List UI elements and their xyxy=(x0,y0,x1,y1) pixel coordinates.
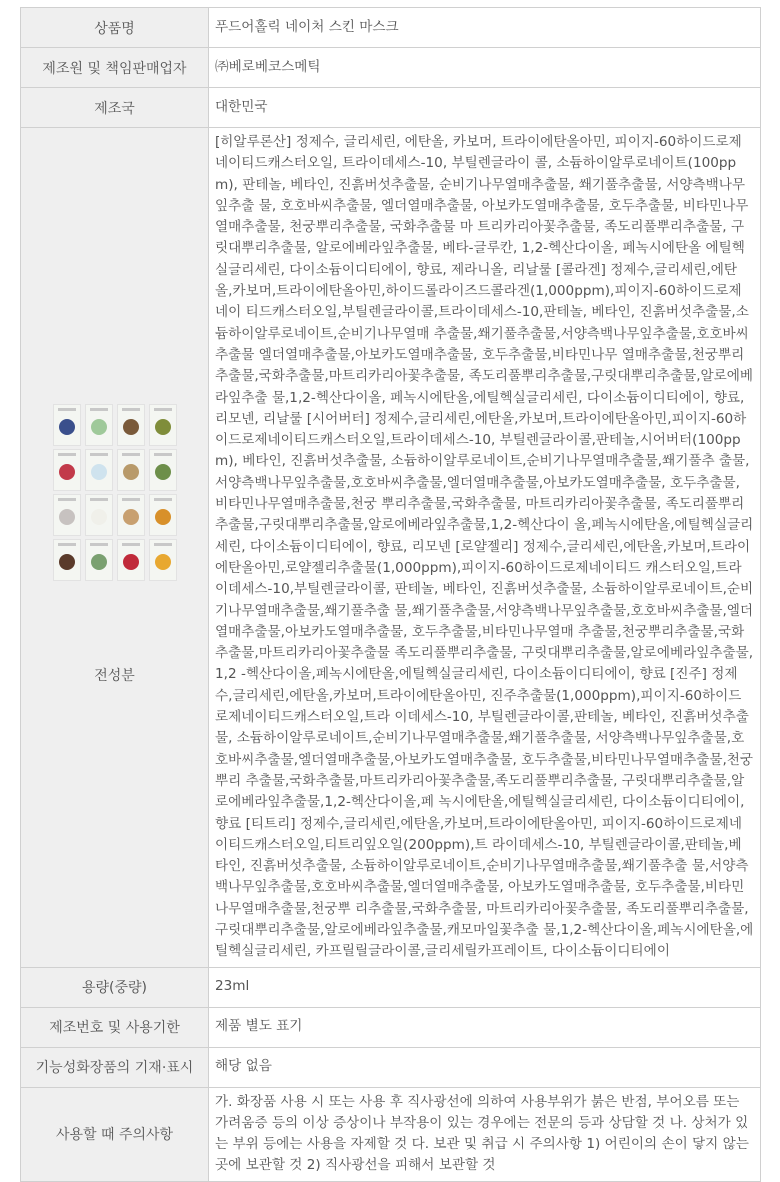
product-info-table xyxy=(20,7,761,1182)
ingredient-photo xyxy=(59,509,75,525)
mask-pack-thumb xyxy=(149,404,177,446)
manufacturer-value: ㈜베로베코스메틱 xyxy=(209,48,761,88)
product-name-value: 푸드어홀릭 네이처 스킨 마스크 xyxy=(209,8,761,48)
ingredients-label: 전성분 xyxy=(94,667,135,684)
row-country xyxy=(21,88,761,128)
mask-pack-thumb xyxy=(53,449,81,491)
lot-expiry-label: 제조번호 및 사용기한 xyxy=(21,1007,209,1047)
mask-pack-thumb xyxy=(117,449,145,491)
manufacturer-label: 제조원 및 책임판매업자 xyxy=(21,48,209,88)
product-thumbnail-image xyxy=(53,404,177,581)
ingredient-photo xyxy=(155,419,171,435)
country-value: 대한민국 xyxy=(209,88,761,128)
ingredients-value: [히알루론산] 정제수, 글리세린, 에탄올, 카보머, 트라이에탄올아민, 피이지-60하이드로제네이티드캐스터오일, 트라이데세스-10, 부틸렌글라이 콜, 소듐하이알루로네이트(100ppm), 판테놀, 베타인, 진흙버섯추출물, 순비기나무열매추출물, 쐐기풀추출물, 서양측백나무잎추출 물, 호호바씨추출물, 엘더열매추출물, 아보카도열매추출물, 호두추출물, 비타민나무열매추출물, 천궁뿌리추출물, 국화추출물 마 트리카리아꽃추출물, 족도리풀뿌리추출물, 구릿대뿌리추출물, 알로에베라잎추출물, 베타-글루칸, 1,2-헥산다이올, 페녹시에탄올 에틸헥실글리세린, 다이소듐이디티에이, 향료, 제라니올, 리날룰 [콜라겐] 정제수,글리세린,에탄올,카보머,트라이에탄올아민,하이드롤라이즈드콜라겐(1,000ppm),피이지-60하이드로제네이 티드캐스터오일,부틸렌글라이콜,트라이데세스-10,판테놀, 베타인, 진흙버섯추출물,소듐하이알루로네이트,순비기나무열매 추출물,쐐기풀추출물,서양측백나무잎추출물,호호바씨추출물 엘더열매추출물,아보카도열매추출물, 호두추출물,비타민나무 열매추출물,천궁뿌리추출물,국화추출물,마트리카리아꽃추출물, 족도리풀뿌리추출물,구릿대뿌리추출물,알로에베라잎추출 물,1,2-헥산다이올, 페녹시에탄올,에틸헥실글리세린, 다이소듐이디티에이, 향료, 리모넨, 리날룰 [시어버터] 정제수,글리세린,에탄올,카보머,트라이에탄올아민,피이지-60하이드로제네이티드캐스터오일,트라이데세스-10, 부틸렌글라이콜,판테놀,시어버터(100ppm), 베타인, 진흙버섯추출물, 소듐하이알루로네이트,순비기나무열매추출물,쐐기풀추 출물,서양측백나무잎추출물,호호바씨추출물,엘더열매추출물,아보카도열매추출물, 호두추출물, 비타민나무열매추출물,천궁 뿌리추출물,국화추출물, 마트리카리아꽃추출물, 족도리풀뿌리추출물,구릿대뿌리추출물,알로에베라잎추출물,1,2-헥산다이 올,페녹시에탄올,에틸헥실글리세린, 다이소듐이디티에이, 향료, 리모넨 [로얄젤리] 정제수,글리세린,에탄올,카보머,트라이에탄올아민,로얄젤리추출물(1,000ppm),피이지-60하이드로제네이티드 캐스터오일,트라이데세스-10,부틸렌글라이콜, 판테놀, 베타인, 진흙버섯추출물, 소듐하이알루로네이트,순비기나무열매추출물,쐐기풀추출 물,쐐기풀추출물,서양측백나무잎추출물,호호바씨추출물,엘더열매추출물,아보카도열매추출물, 호두추출물,비타민나무열매 추출물,천궁뿌리추출물,국화추출물,마트리카리아꽃추출물 족도리풀뿌리추출물, 구릿대뿌리추출물,알로에베라잎추출물,1,2 -헥산다이올,페녹시에탄올,에틸헥실글리세린, 다이소듐이디티에이, 향료 [진주] 정제수,글리세린,에탄올,카보머,트라이에탄올아민, 진주추출물(1,000ppm),피이지-60하이드로제네이티드캐스터오일,트라 이데세스-10, 부틸렌글라이콜,판테놀, 베타인, 진흙버섯추출물, 소듐하이알루로네이트,순비기나무열매추출물,쐐기풀추출물, 서양측백나무잎추출물,호호바씨추출물,엘더열매추출물,아보카도열매추출물, 호두추출물,비타민나무열매추출물,천궁뿌리 추출물,국화추출물,마트리카리아꽃추출물,족도리풀뿌리추출물, 구릿대뿌리추출물,알로에베라잎추출물,1,2-헥산다이올,페 녹시에탄올,에틸헥실글리세린, 다이소듐이디티에이, 향료 [티트리] 정제수,글리세린,에탄올,카보머,트라이에탄올아민, 피이지-60하이드로제네이티드캐스터오일,티트리잎오일(200ppm),트 라이데세스-10, 부틸렌글라이콜,판테놀,베타인, 진흙버섯추출물, 소듐하이알루로네이트,순비기나무열매추출물,쐐기풀추출 물,서양측백나무잎추출물,호호바씨추출물,엘더열매추출물, 아보카도열매추출물, 호두추출물,비타민나무열매추출물,천궁뿌 리추출물,국화추출물, 마트리카리아꽃추출물, 족도리풀뿌리추출물,구릿대뿌리추출물,알로에베라잎추출물,캐모마일꽃추출 물,1,2-헥산다이올,페녹시에탄올,에틸헥실글리세린, 카프릴릴글라이콜,글리세릴카프레이트, 다이소듐이디티에이 xyxy=(209,128,761,968)
volume-label: 용량(중량) xyxy=(21,967,209,1007)
row-volume xyxy=(21,967,761,1007)
ingredient-photo xyxy=(123,419,139,435)
mask-pack-thumb xyxy=(117,494,145,536)
lot-expiry-value: 제품 별도 표기 xyxy=(209,1007,761,1047)
mask-pack-thumb xyxy=(85,494,113,536)
row-functional xyxy=(21,1047,761,1087)
ingredient-photo xyxy=(59,419,75,435)
row-caution xyxy=(21,1087,761,1181)
mask-pack-thumb xyxy=(149,494,177,536)
row-product-name xyxy=(21,8,761,48)
ingredient-photo xyxy=(91,509,107,525)
ingredient-photo xyxy=(91,554,107,570)
caution-label: 사용할 때 주의사항 xyxy=(21,1087,209,1181)
mask-pack-thumb xyxy=(117,539,145,581)
caution-value: 가. 화장품 사용 시 또는 사용 후 직사광선에 의하여 사용부위가 붉은 반점, 부어오름 또는 가려움증 등의 이상 증상이나 부작용이 있는 경우에는 전문의 등과 상담할 것 나. 상처가 있는 부위 등에는 사용을 자제할 것 다. 보관 및 취급 시 주의사항 1) 어린이의 손이 닿지 않는 곳에 보관할 것 2) 직사광선을 피해서 보관할 것 xyxy=(209,1087,761,1181)
volume-value: 23ml xyxy=(209,967,761,1007)
mask-pack-thumb xyxy=(53,494,81,536)
ingredients-label-cell xyxy=(21,128,209,968)
ingredient-photo xyxy=(91,464,107,480)
ingredient-photo xyxy=(155,464,171,480)
ingredient-photo xyxy=(123,464,139,480)
functional-label: 기능성화장품의 기재·표시 xyxy=(21,1047,209,1087)
mask-pack-thumb xyxy=(85,404,113,446)
product-name-label: 상품명 xyxy=(21,8,209,48)
mask-pack-thumb xyxy=(149,539,177,581)
row-ingredients xyxy=(21,128,761,968)
ingredient-photo xyxy=(91,419,107,435)
mask-pack-thumb xyxy=(53,404,81,446)
mask-pack-thumb xyxy=(85,449,113,491)
ingredient-photo xyxy=(123,554,139,570)
ingredient-photo xyxy=(155,509,171,525)
ingredient-photo xyxy=(59,464,75,480)
mask-pack-thumb xyxy=(53,539,81,581)
row-lot-expiry xyxy=(21,1007,761,1047)
ingredient-photo xyxy=(123,509,139,525)
mask-pack-thumb xyxy=(149,449,177,491)
row-manufacturer xyxy=(21,48,761,88)
ingredient-photo xyxy=(155,554,171,570)
ingredient-photo xyxy=(59,554,75,570)
functional-value: 해당 없음 xyxy=(209,1047,761,1087)
mask-pack-thumb xyxy=(85,539,113,581)
mask-pack-thumb xyxy=(117,404,145,446)
country-label: 제조국 xyxy=(21,88,209,128)
